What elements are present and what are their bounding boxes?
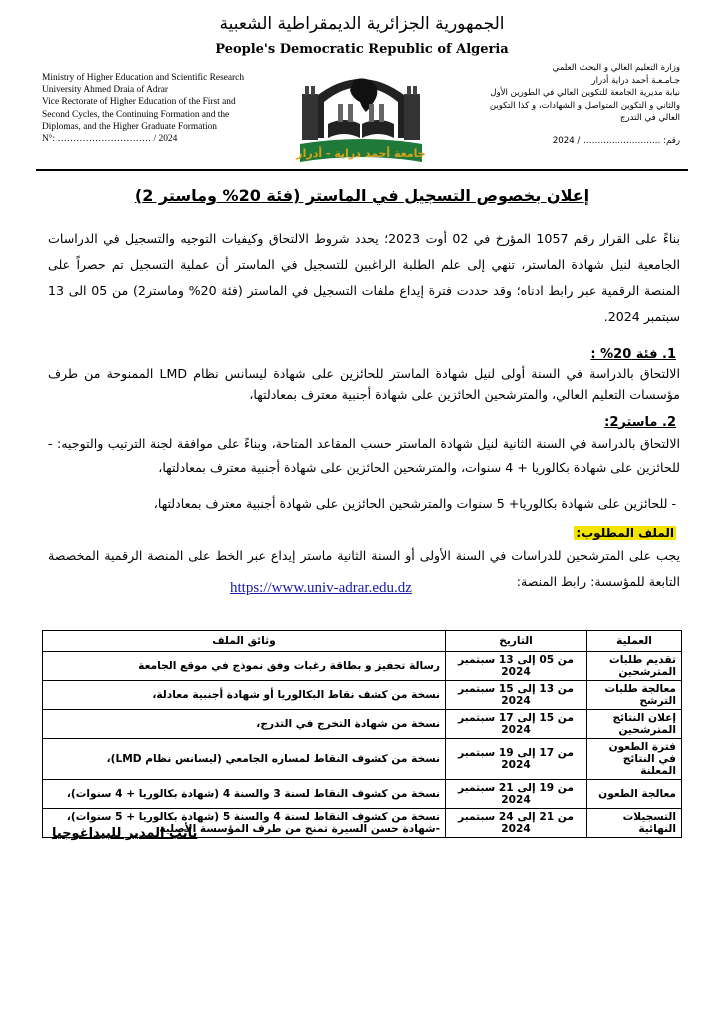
- title-arabic: الجمهورية الجزائرية الديمقراطية الشعبية: [219, 14, 505, 34]
- table-row: [43, 681, 682, 710]
- section-1-body: الالتحاق بالدراسة في السنة أولى لنيل شهادة الماستر للحائزين على شهادة ليسانس نظام LMD الممنوحة من طرف مؤسسات التعليم العالي، والمترشحين الحائزين على شهادة أجنبية معترف بمعادلتها،: [48, 366, 680, 402]
- operation-cell: معالجة طلبات الترشح: [587, 681, 682, 710]
- required-file-heading: الملف المطلوب:: [576, 526, 674, 540]
- signature-title: نائب المدير للبيداغوجيا: [52, 826, 198, 841]
- table-header-row: [43, 631, 682, 652]
- operation-cell: معالجة الطعون: [587, 780, 682, 809]
- schedule-table: [42, 630, 682, 838]
- header-date: التاريخ: [446, 631, 587, 652]
- header-right-line: وزارة التعليم العالي و البحث العلمي: [552, 63, 680, 73]
- platform-link[interactable]: https://www.univ-adrar.edu.dz: [230, 580, 412, 596]
- header-left-line: Ministry of Higher Education and Scientific Research: [42, 73, 245, 83]
- operation-cell: التسجيلات النهائية: [587, 809, 682, 838]
- header-right-line: والثاني و التكوين المتواصل و الشهادات، و كذا التكوين: [489, 100, 680, 111]
- document-item: نسخة من كشوف النقاط لسنة 4 والسنة 5 (شهادة بكالوريا + 5 سنوات)،: [66, 811, 440, 823]
- document-item: -شهادة حسن السيرة تمنح من طرف المؤسسة الأصلية: [159, 823, 440, 835]
- date-cell: من 17 إلى 19 سبتمبر 2024: [446, 739, 587, 780]
- reference-number-ar: رقم: ……………………… / 2024: [552, 135, 680, 146]
- date-cell: من 13 إلى 15 سبتمبر 2024: [446, 681, 587, 710]
- header-left-line: Diplomas, and the Higher Graduate Formation: [42, 121, 217, 132]
- header-left-line: Second Cycles, the Continuing Formation and the: [42, 109, 230, 120]
- documents-cell: نسخة من كشف نقاط البكالوريا أو شهادة أجنبية معادلة،: [43, 681, 446, 710]
- header-left-line: Vice Rectorate of Higher Education of the First and: [42, 97, 236, 108]
- operation-cell: إعلان النتائج المترشحين: [587, 710, 682, 739]
- table-row: [43, 652, 682, 681]
- date-cell: من 05 إلى 13 سبتمبر 2024: [446, 652, 587, 681]
- section-1-heading: 1. فئة 20% :: [590, 347, 676, 362]
- table-row: [43, 710, 682, 739]
- operation-cell: فترة الطعون في النتائج المعلنة: [587, 739, 682, 780]
- reference-number-en: N°: ………………………… / 2024: [42, 134, 178, 145]
- date-cell: من 21 إلى 24 سبتمبر 2024: [446, 809, 587, 838]
- header-right-line: العالي في التدرج: [619, 113, 680, 124]
- logo-caption: جامعة أحمد دراية - أدرار: [296, 147, 426, 160]
- intro-paragraph: بناءً على القرار رقم 1057 المؤرخ في 02 أوت 2023؛ يحدد شروط الالتحاق وكيفيات التوجيه والتسجيل في الدراسات الجامعية لنيل شهادة الماستر، تنهي إلى علم الطلبة الراغبين للتسجيل في الماستر أن عملية التسجيل تم حصراً على المنصة الرقمية عبر رابط ادناه؛ وقد حددت فترة إيداع ملفات التسجيل في الماستر (فئة 20% وماستر2) من 05 الى 13 سبتمبر 2024.: [48, 231, 680, 324]
- documents-cell: نسخة من كشوف النقاط لسنة 3 والسنة 4 (شهادة بكالوريا + 4 سنوات)،: [43, 780, 446, 809]
- documents-cell: نسخة من كشوف النقاط لمساره الجامعي (ليسانس نظام LMD)،: [43, 739, 446, 780]
- documents-cell: رسالة تحفيز و بطاقة رغبات وفق نموذج في موقع الجامعة: [43, 652, 446, 681]
- table-row: [43, 780, 682, 809]
- header-divider: [36, 169, 688, 171]
- university-logo: [294, 58, 428, 170]
- header-left-block: [42, 72, 302, 145]
- header-operation: العملية: [587, 631, 682, 652]
- header-documents: وثائق الملف: [43, 631, 446, 652]
- header-right-line: نيابة مديرية الجامعة للتكوين العالي في الطورين الأول: [490, 88, 680, 99]
- required-file-body: يجب على المترشحين للدراسات في السنة الأولى أو السنة الثانية ماستر إيداع عبر الخط على المنصة الرقمية المخصصة التابعة للمؤسسة: رابط المنصة:: [48, 548, 680, 589]
- document-title: إعلان بخصوص التسجيل في الماستر (فئة 20% وماستر 2): [134, 186, 590, 205]
- section-2-extra-line: - للحائزين على شهادة بكالوريا+ 5 سنوات والمترشحين الحائزين على شهادة أجنبية معترف بمعادلتها،: [153, 496, 676, 511]
- date-cell: من 15 إلى 17 سبتمبر 2024: [446, 710, 587, 739]
- table-row: [43, 739, 682, 780]
- section-2-heading: 2. ماستر2:: [604, 415, 676, 430]
- header-left-line: University Ahmed Draia of Adrar: [42, 85, 169, 96]
- title-english: People's Democratic Republic of Algeria: [215, 42, 509, 57]
- documents-cell: نسخة من شهادة التخرج في التدرج،: [43, 710, 446, 739]
- header-right-block: [440, 62, 680, 148]
- date-cell: من 19 إلى 21 سبتمبر 2024: [446, 780, 587, 809]
- operation-cell: تقديم طلبات المترشحين: [587, 652, 682, 681]
- header-right-line: جـامـعـة أحمد دراية أدرار: [591, 75, 680, 86]
- section-2-body: الالتحاق بالدراسة في السنة الثانية لنيل شهادة الماستر حسب المقاعد المتاحة، وبناءً على موافقة لجنة الترتيب والتوجيه: - للحائزين على شهادة بكالوريا + 4 سنوات، والمترشحين الحائزين على شهادة أجنبية معترف بمعادلتها،: [48, 436, 680, 475]
